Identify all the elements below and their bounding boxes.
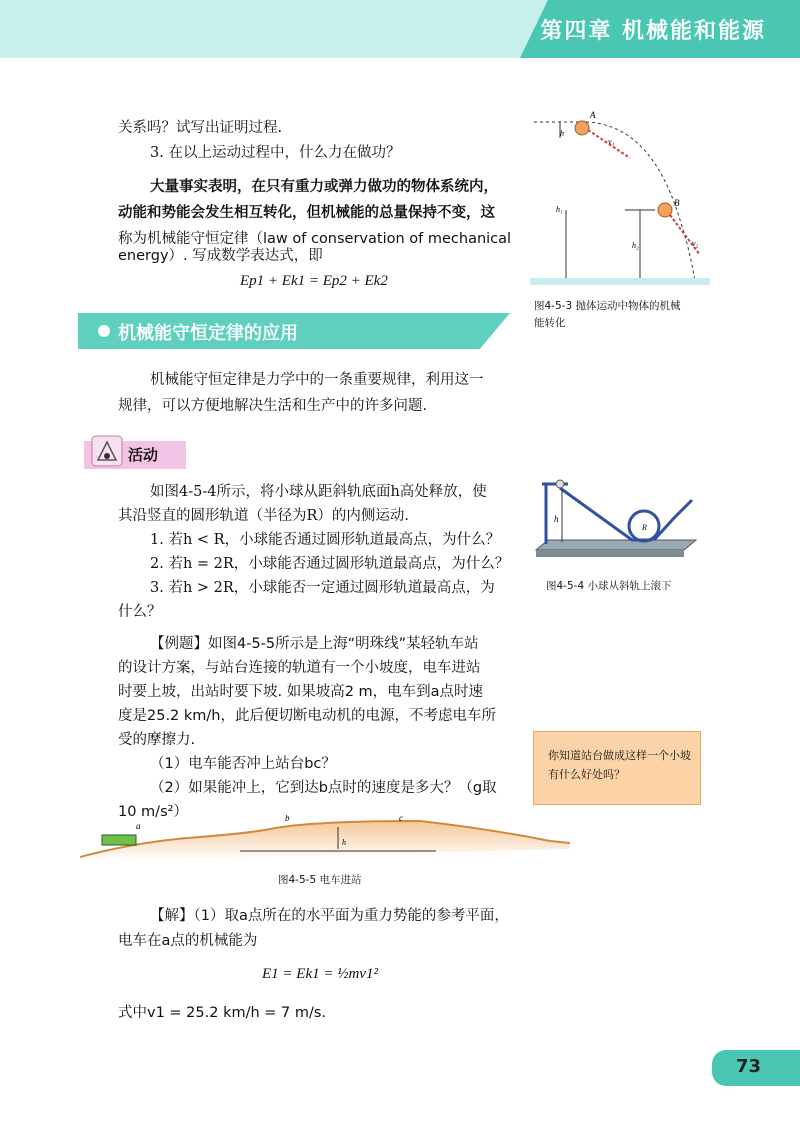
label-v1: v₁ — [608, 137, 615, 146]
label-h: h — [342, 838, 346, 847]
activity-icon — [90, 434, 124, 468]
example-question-2: （2）如果能冲上，它到达b点时的速度是多大？（g取 — [150, 780, 497, 796]
intro-line-1: 机械能守恒定律是力学中的一条重要规律，利用这一 — [150, 372, 484, 388]
label-h: h — [554, 514, 559, 524]
solution-line-1: 【解】（1）取a点所在的水平面为重力势能的参考平面， — [150, 908, 509, 924]
base-plate-side — [536, 550, 684, 557]
label-v2: v₂ — [692, 239, 699, 248]
solution-formula: E1 = Ek1 = ½mv1² — [262, 966, 378, 982]
bullet-icon — [98, 325, 110, 337]
label-c: c — [399, 815, 403, 823]
figure-4-5-3 — [530, 100, 710, 290]
base-plate — [536, 540, 696, 550]
conservation-formula: Ep1 + Ek1 = Ep2 + Ek2 — [240, 273, 388, 289]
figure-4-5-3-caption-line-2: 能转化 — [534, 317, 566, 329]
activity-question-3: 3. 若h > 2R，小球能否一定通过圆形轨道最高点，为 — [150, 580, 495, 596]
train — [102, 835, 136, 845]
activity-question-1: 1. 若h < R，小球能否通过圆形轨道最高点，为什么？ — [150, 532, 501, 548]
question-continuation: 关系吗？试写出证明过程. — [118, 120, 283, 136]
label-a: A — [590, 110, 596, 120]
solution-line-2: 电车在a点的机械能为 — [118, 933, 258, 949]
example-line-4: 度是25.2 km/h，此后便切断电动机的电源，不考虑电车所 — [118, 708, 496, 724]
label-h: h — [560, 129, 564, 138]
page-number: 73 — [736, 1056, 762, 1077]
example-line-5: 受的摩擦力. — [118, 732, 196, 748]
exit-track — [654, 500, 692, 540]
label-a: a — [136, 821, 141, 831]
intro-line-2: 规律，可以方便地解决生活和生产中的许多问题. — [118, 398, 428, 414]
law-line-4: energy）. 写成数学表达式，即 — [118, 248, 323, 264]
solution-last-line: 式中v1 = 25.2 km/h = 7 m/s. — [118, 1005, 327, 1021]
label-b: b — [285, 815, 290, 823]
label-b: B — [674, 198, 680, 208]
label-r: R — [642, 523, 647, 532]
ground — [530, 278, 710, 285]
chapter-title: 第四章 机械能和能源 — [540, 19, 766, 44]
label-h1: h₁ — [556, 205, 563, 214]
example-line-2: 的设计方案，与站台连接的轨道有一个小坡度，电车进站 — [118, 660, 481, 676]
activity-question-2: 2. 若h = 2R，小球能否通过圆形轨道最高点，为什么？ — [150, 556, 510, 572]
figure-4-5-5 — [80, 815, 570, 865]
label-h2: h₂ — [632, 241, 639, 250]
figure-4-5-5-caption: 图4-5-5 电车进站 — [278, 874, 362, 886]
law-line-1: 大量事实表明，在只有重力或弹力做功的物体系统内， — [150, 179, 498, 195]
activity-line-2: 其沿竖直的圆形轨道（半径为R）的内侧运动. — [118, 508, 410, 524]
law-line-3: 称为机械能守恒定律（law of conservation of mechanical — [118, 231, 512, 247]
v2-arrow — [670, 215, 700, 255]
question-3: 3. 在以上运动过程中，什么力在做功？ — [150, 145, 401, 161]
example-line-1: 【例题】如图4-5-5所示是上海“明珠线”某轻轨车站 — [150, 636, 479, 652]
activity-label: 活动 — [128, 446, 159, 464]
law-line-2: 动能和势能会发生相互转化，但机械能的总量保持不变，这 — [118, 205, 495, 221]
example-line-3: 时要上坡，出站时要下坡. 如果坡高2 m，电车到a点时速 — [118, 684, 484, 700]
figure-4-5-4-caption: 图4-5-4 小球从斜轨上滚下 — [546, 580, 672, 592]
figure-4-5-4 — [532, 470, 700, 570]
ball-a — [575, 121, 589, 135]
ball-b — [658, 203, 672, 217]
ball — [556, 480, 564, 488]
activity-line-1: 如图4-5-4所示，将小球从距斜轨底面h高处释放，使 — [150, 484, 487, 500]
think-text: 你知道站台做成这样一个小坡有什么好处吗？ — [548, 749, 691, 781]
example-question-2-cont: 10 m/s²） — [118, 804, 188, 820]
figure-4-5-3-caption-line-1: 图4-5-3 抛体运动中物体的机械 — [534, 300, 681, 312]
incline-track — [560, 488, 652, 540]
activity-question-3-cont: 什么？ — [118, 604, 162, 620]
example-question-1: （1）电车能否冲上站台bc？ — [150, 756, 336, 772]
section-title: 机械能守恒定律的应用 — [118, 323, 298, 344]
